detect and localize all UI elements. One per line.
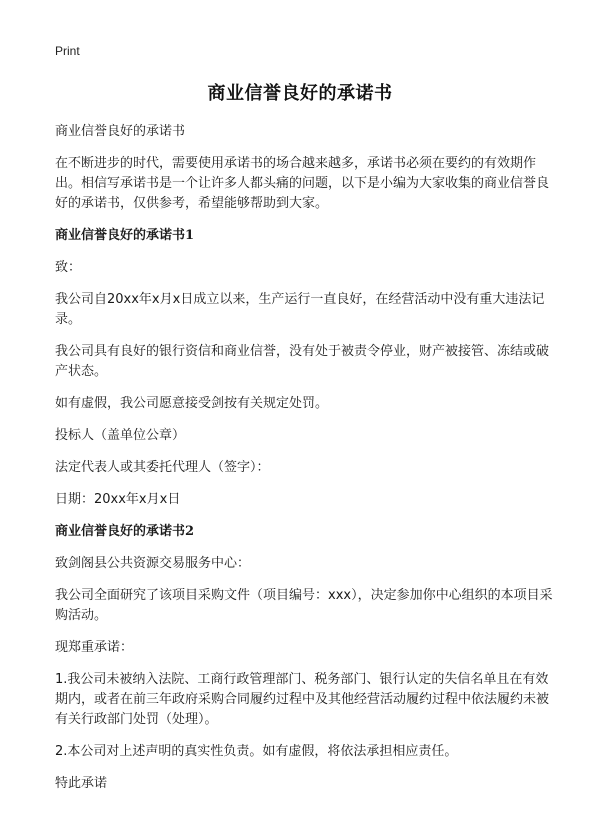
section1-representative-line: 法定代表人或其委托代理人（签字）： bbox=[55, 460, 270, 475]
section2-paragraph-4: 2.本公司对上述声明的真实性负责。如有虚假，将依法承担相应责任。 bbox=[55, 744, 458, 759]
section2-paragraph-3: 1.我公司未被纳入法院、工商行政管理部门、税务部门、银行认定的失信名单且在有效期内，或者在前三年政府采购合同履约过程中及其他经营活动履约过程中依法履约未被有关行政部门处罚（处理）。 bbox=[55, 672, 550, 727]
section2-salutation: 致剑阁县公共资源交易服务中心： bbox=[55, 556, 251, 571]
intro-paragraph: 在不断进步的时代，需要使用承诺书的场合越来越多，承诺书必须在要约的有效期作出。相信写承诺书是一个让许多人都头痛的问题，以下是小编为大家收集的商业信誉良好的承诺书，仅供参考，希望能够帮助到大家。 bbox=[55, 156, 550, 211]
section1-paragraph-1: 我公司自20xx年x月x日成立以来，生产运行一直良好，在经营活动中没有重大违法记录。 bbox=[55, 292, 545, 327]
section1-paragraph-3: 如有虚假，我公司愿意接受剑按有关规定处罚。 bbox=[55, 396, 329, 411]
print-link[interactable]: Print bbox=[55, 44, 80, 58]
section2-paragraph-1: 我公司全面研究了该项目采购文件（项目编号：xxx），决定参加你中心组织的本项目采购活动。 bbox=[55, 588, 553, 623]
section2-paragraph-2: 现郑重承诺： bbox=[55, 640, 134, 655]
section1-date-line: 日期：20xx年x月x日 bbox=[55, 492, 181, 507]
section-heading-1: 商业信誉良好的承诺书1 bbox=[55, 228, 195, 243]
section-heading-2: 商业信誉良好的承诺书2 bbox=[55, 524, 195, 539]
section1-salutation: 致： bbox=[55, 260, 82, 275]
subtitle: 商业信誉良好的承诺书 bbox=[55, 124, 186, 139]
section2-closing: 特此承诺 bbox=[55, 776, 108, 791]
section1-bidder-line: 投标人（盖单位公章） bbox=[55, 428, 186, 443]
document-body bbox=[55, 122, 553, 806]
section1-paragraph-2: 我公司具有良好的银行资信和商业信誉，没有处于被责令停业，财产被接管、冻结或破产状态。 bbox=[55, 344, 550, 379]
page-title: 商业信誉良好的承诺书 bbox=[207, 83, 393, 104]
